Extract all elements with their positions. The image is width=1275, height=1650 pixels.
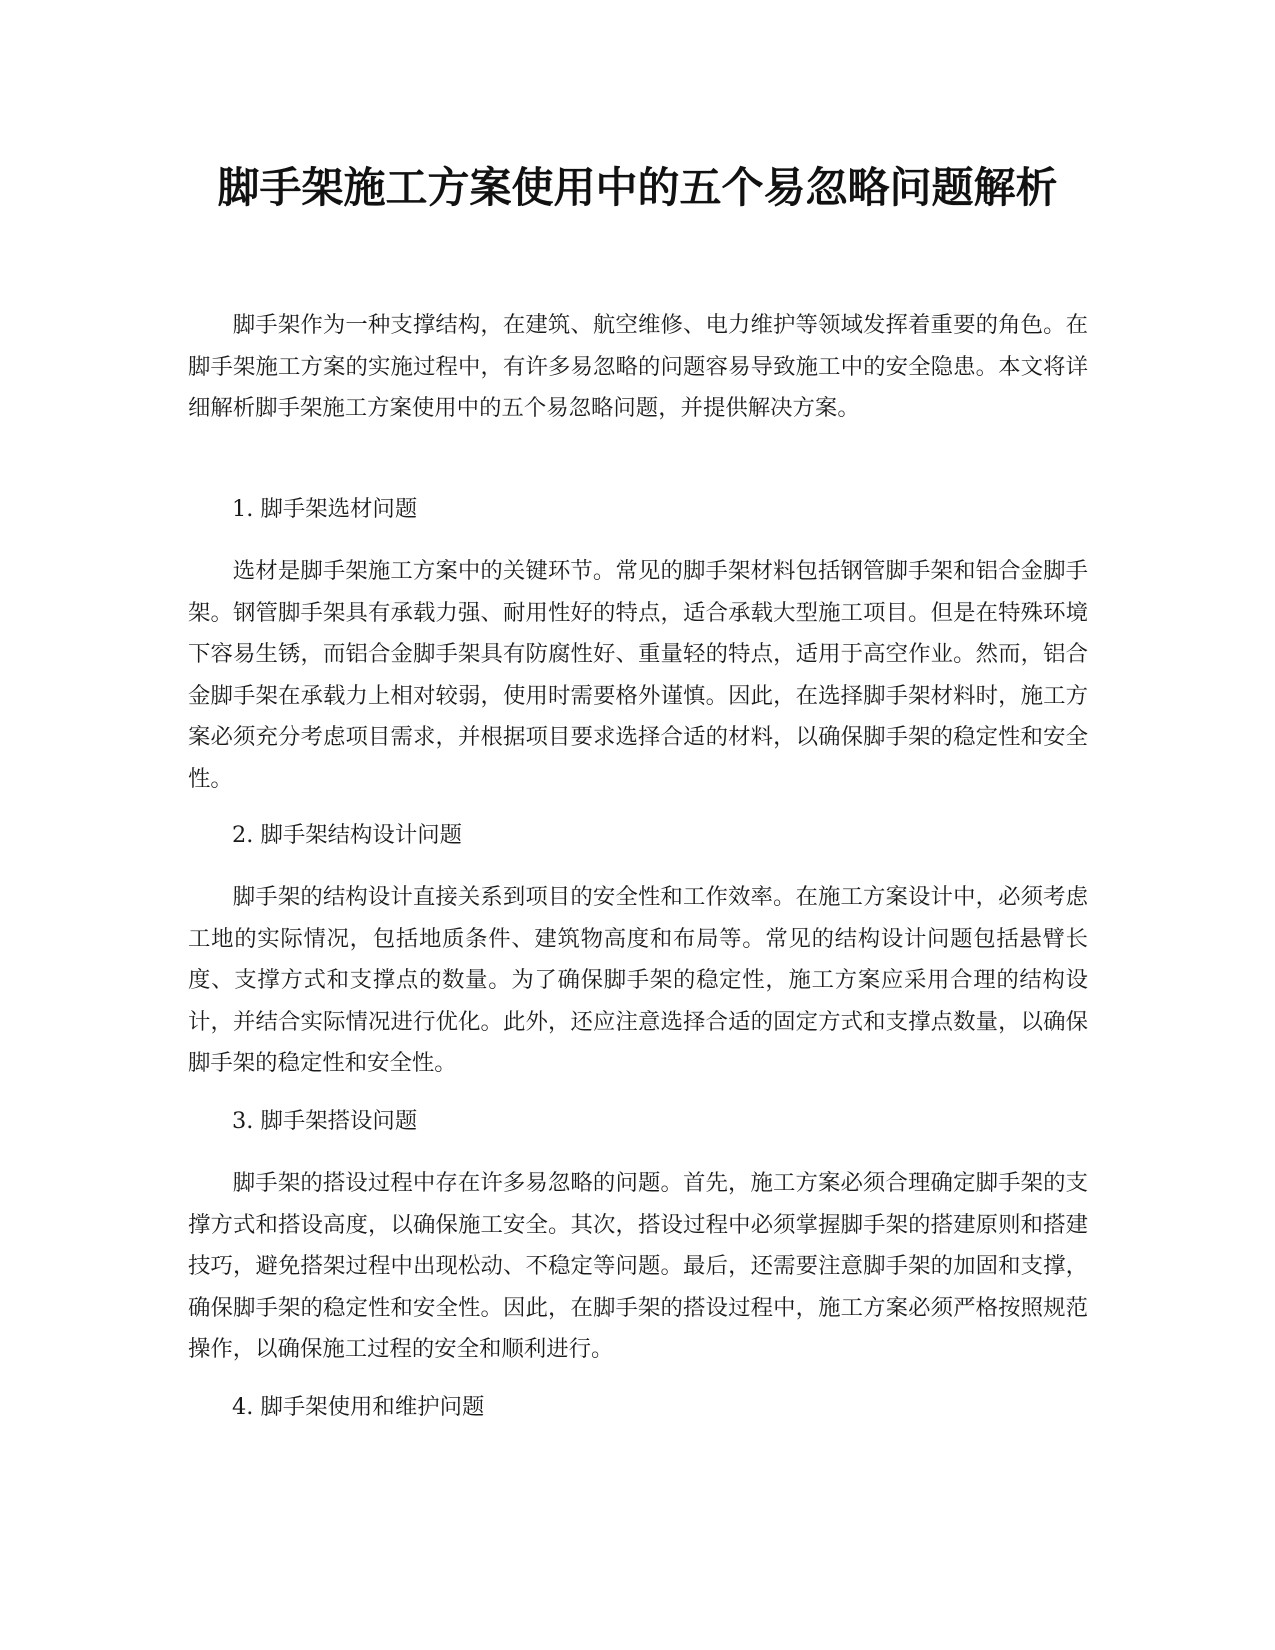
section-heading-4: 4. 脚手架使用和维护问题	[232, 1394, 485, 1420]
section-heading-1: 1. 脚手架选材问题	[232, 496, 418, 522]
document-title: 脚手架施工方案使用中的五个易忽略问题解析	[217, 163, 1058, 212]
section-body-1: 选材是脚手架施工方案中的关键环节。常见的脚手架材料包括钢管脚手架和铝合金脚手架。钢管脚手架具有承载力强、耐用性好的特点，适合承载大型施工项目。但是在特殊环境下容易生锈，而铝合金脚手架具有防腐性好、重量轻的特点，适用于高空作业。然而，铝合金脚手架在承载力上相对较弱，使用时需要格外谨慎。因此，在选择脚手架材料时，施工方案必须充分考虑项目需求，并根据项目要求选择合适的材料，以确保脚手架的稳定性和安全性。	[188, 558, 1088, 792]
intro-paragraph: 脚手架作为一种支撑结构，在建筑、航空维修、电力维护等领域发挥着重要的角色。在脚手架施工方案的实施过程中，有许多易忽略的问题容易导致施工中的安全隐患。本文将详细解析脚手架施工方案使用中的五个易忽略问题，并提供解决方案。	[188, 312, 1088, 421]
section-heading-2: 2. 脚手架结构设计问题	[232, 822, 462, 848]
section-body-2: 脚手架的结构设计直接关系到项目的安全性和工作效率。在施工方案设计中，必须考虑工地的实际情况，包括地质条件、建筑物高度和布局等。常见的结构设计问题包括悬臂长度、支撑方式和支撑点的数量。为了确保脚手架的稳定性，施工方案应采用合理的结构设计，并结合实际情况进行优化。此外，还应注意选择合适的固定方式和支撑点数量，以确保脚手架的稳定性和安全性。	[188, 884, 1088, 1076]
section-body-3: 脚手架的搭设过程中存在许多易忽略的问题。首先，施工方案必须合理确定脚手架的支撑方式和搭设高度，以确保施工安全。其次，搭设过程中必须掌握脚手架的搭建原则和搭建技巧，避免搭架过程中出现松动、不稳定等问题。最后，还需要注意脚手架的加固和支撑，确保脚手架的稳定性和安全性。因此，在脚手架的搭设过程中，施工方案必须严格按照规范操作，以确保施工过程的安全和顺利进行。	[188, 1170, 1088, 1362]
section-heading-3: 3. 脚手架搭设问题	[232, 1108, 418, 1134]
